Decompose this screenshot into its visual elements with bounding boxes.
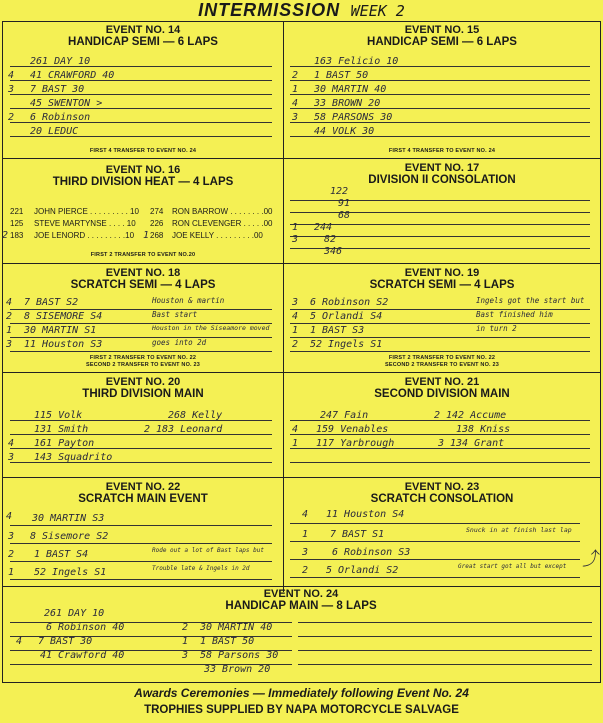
entry: 30 MARTIN 40 [200, 622, 273, 633]
page-title: INTERMISSION [198, 0, 341, 20]
race-remark: Bast start [152, 310, 198, 319]
event-23-panel [286, 479, 598, 586]
event-21-label: EVENT NO. 21 [404, 376, 480, 388]
entry-line [290, 462, 590, 463]
event-20-subtitle: THIRD DIVISION MAIN [82, 388, 204, 400]
finish-position: 3 [292, 297, 299, 308]
entry: 183 Leonard [156, 424, 223, 435]
entry: 159 Venables [316, 424, 389, 435]
entry-line [10, 309, 272, 310]
entry: 41 CRAWFORD 40 [30, 70, 115, 81]
race-remark: Great start got all but except [458, 563, 567, 570]
entry: 33 BROWN 20 [314, 98, 381, 109]
event-15-subtitle: HANDICAP SEMI — 6 LAPS [367, 36, 517, 48]
finish-position: 3 [6, 339, 13, 350]
entry-line [290, 541, 580, 542]
entry: 44 VOLK 30 [314, 126, 375, 137]
finish-position: 4 [6, 511, 13, 522]
entry: 1 BAST S4 [34, 549, 89, 560]
entry: 7 BAST 30 [30, 84, 85, 95]
entry-line [10, 561, 272, 562]
entry: 6 Robinson [30, 112, 91, 123]
event-24-subtitle: HANDICAP MAIN — 8 LAPS [225, 600, 377, 612]
race-remark: Houston & martin [152, 296, 225, 305]
event-19-panel [286, 265, 598, 372]
event-14-label: EVENT NO. 14 [105, 24, 181, 36]
entry: 33 Brown 20 [204, 664, 271, 675]
entry-line [290, 200, 590, 201]
transfer-note: FIRST 4 TRANSFER TO EVENT NO. 24 [388, 148, 496, 154]
entry-line [290, 224, 590, 225]
event-22-subtitle: SCRATCH MAIN EVENT [78, 493, 208, 505]
entry: 261 DAY 10 [44, 608, 105, 619]
finish-position: 3 [292, 112, 299, 123]
entry: 117 Yarbrough [316, 438, 395, 449]
finish-position: 4 [292, 424, 299, 435]
entry-line [290, 337, 590, 338]
entry: 138 Kniss [456, 424, 511, 435]
entry-line [290, 523, 580, 524]
entry: 244 [314, 222, 333, 233]
finish-position: 4 [292, 311, 299, 322]
race-remark: Snuck in at finish last lap [466, 526, 572, 534]
entry: RON CLEVENGER . . . . .00 [172, 219, 273, 228]
entry: 6 Robinson S2 [310, 297, 389, 308]
transfer-note: FIRST 2 TRANSFER TO EVENT NO.20 [90, 252, 196, 258]
entry: RON BARROW . . . . . . . .00 [172, 207, 273, 216]
event-15-panel [286, 22, 598, 158]
entry: 134 Grant [450, 438, 505, 449]
entry-line [290, 351, 590, 352]
finish-position: 2 [6, 311, 13, 322]
finish-position: 274 [150, 207, 164, 216]
finish-position: 1 [292, 84, 299, 95]
event-22-label: EVENT NO. 22 [105, 481, 181, 493]
event-14-panel [4, 22, 282, 158]
finish-position: 3 [182, 650, 189, 661]
entry-line [298, 622, 592, 623]
entry: 8 SISEMORE S4 [24, 311, 103, 322]
entry-line [290, 559, 580, 560]
center-divider [283, 21, 284, 592]
race-remark: Trouble late & Ingels in 2d [152, 565, 250, 572]
event-23-label: EVENT NO. 23 [404, 481, 480, 493]
event-16-panel [4, 160, 282, 263]
entry: 58 Parsons 30 [200, 650, 279, 661]
finish-position: 3 [438, 438, 445, 449]
finish-position: 4 [6, 297, 13, 308]
entry: 1 BAST 50 [200, 636, 255, 647]
entry-line [10, 351, 272, 352]
event-18-label: EVENT NO. 18 [105, 267, 181, 279]
entry-line [10, 579, 272, 580]
finish-position: 3 [8, 531, 15, 542]
event-19-subtitle: SCRATCH SEMI — 4 LAPS [369, 279, 515, 291]
row-divider [2, 263, 600, 264]
finish-position: 3 [302, 547, 309, 558]
finish-position: 183 [10, 231, 24, 240]
entry: 30 MARTIN S1 [24, 325, 97, 336]
finish-position: 2 [292, 70, 299, 81]
entry-line [290, 323, 590, 324]
entry: 122 [330, 186, 349, 197]
entry: 1 BAST 50 [314, 70, 369, 81]
finish-position: 2 [302, 565, 309, 576]
entry: 7 BAST S1 [330, 529, 385, 540]
entry: 91 [338, 198, 351, 209]
entry-line [290, 577, 580, 578]
event-17-subtitle: DIVISION II CONSOLATION [368, 174, 516, 186]
entry-line [298, 664, 592, 665]
finish-position: 268 [150, 231, 164, 240]
finish-position: 1 [6, 325, 13, 336]
race-remark: in turn 2 [476, 324, 517, 333]
row-divider [2, 372, 600, 373]
entry: 261 DAY 10 [30, 56, 91, 67]
event-19-label: EVENT NO. 19 [404, 267, 480, 279]
entry: 161 Payton [34, 438, 95, 449]
entry: 5 Orlandi S2 [326, 565, 399, 576]
finish-position: 1 [8, 567, 15, 578]
entry: 30 MARTIN S3 [32, 513, 105, 524]
finish-position: 221 [10, 207, 24, 216]
entry: 7 BAST S2 [24, 297, 79, 308]
row-divider [2, 158, 600, 159]
entry: 41 Crawford 40 [40, 650, 125, 661]
finish-position: 2 [144, 424, 151, 435]
event-15-label: EVENT NO. 15 [404, 24, 480, 36]
entry-line [298, 636, 592, 637]
entry: 131 Smith [34, 424, 89, 435]
entry: 115 Volk [34, 410, 83, 421]
finish-position: 3 [8, 84, 15, 95]
finish-position: 3 [8, 452, 15, 463]
entry: 268 Kelly [168, 410, 223, 421]
entry: JOHN PIERCE . . . . . . . . . 10 [34, 207, 139, 216]
transfer-note: FIRST 2 TRANSFER TO EVENT NO. 22 [89, 355, 197, 361]
entry: 7 BAST 30 [38, 636, 93, 647]
finish-position: 1 [182, 636, 189, 647]
event-20-panel [4, 374, 282, 477]
event-24-panel [4, 588, 598, 680]
entry: 346 [324, 246, 343, 257]
entry: 1 BAST S3 [310, 325, 365, 336]
entry: JOE LENORD . . . . . . . . .10 [34, 231, 135, 240]
finish-position: 1 [292, 438, 299, 449]
race-remark: Rode out a lot of Bast laps but [152, 547, 264, 554]
event-24-label: EVENT NO. 24 [263, 588, 339, 600]
row-divider [2, 586, 600, 587]
finish-position: 2 [8, 112, 15, 123]
entry-line [298, 650, 592, 651]
race-remark: Houston in the Siseamore moved [152, 324, 270, 332]
transfer-note: FIRST 4 TRANSFER TO EVENT NO. 24 [89, 148, 197, 154]
finish-position: 4 [8, 438, 15, 449]
event-21-subtitle: SECOND DIVISION MAIN [374, 388, 510, 400]
entry: 6 Robinson 40 [46, 622, 125, 633]
week-handwritten: WEEK 2 [350, 2, 405, 20]
entry: 68 [338, 210, 351, 221]
entry: 45 SWENTON > [30, 98, 103, 109]
entry-line [290, 212, 590, 213]
event-16-label: EVENT NO. 16 [105, 164, 181, 176]
entry: 82 [324, 234, 337, 245]
entry-line [10, 525, 272, 526]
entry-line [10, 543, 272, 544]
entry: 6 Robinson S3 [332, 547, 411, 558]
finish-position: 2 [8, 549, 15, 560]
entry: 247 Fain [320, 410, 369, 421]
finish-position: 1 [143, 230, 150, 241]
event-18-panel [4, 265, 282, 372]
transfer-note: SECOND 2 TRANSFER TO EVENT NO. 23 [384, 362, 500, 368]
race-remark: goes into 2d [152, 338, 207, 347]
event-20-label: EVENT NO. 20 [105, 376, 181, 388]
entry: 30 MARTIN 40 [314, 84, 387, 95]
entry: 58 PARSONS 30 [314, 112, 393, 123]
entry: 142 Accume [446, 410, 507, 421]
finish-position: 4 [8, 70, 15, 81]
sheet-title [0, 0, 603, 20]
event-22-panel [4, 479, 282, 586]
finish-position: 3 [292, 234, 299, 245]
finish-position: 1 [292, 325, 299, 336]
arrow-icon: ⤴ [582, 549, 600, 570]
event-23-subtitle: SCRATCH CONSOLATION [370, 493, 514, 505]
sponsor-note: TROPHIES SUPPLIED BY NAPA MOTORCYCLE SALVAGE [144, 704, 459, 716]
event-17-panel [286, 160, 598, 263]
entry: 20 LEDUC [30, 126, 79, 137]
entry: 11 Houston S4 [326, 509, 405, 520]
finish-position: 2 [182, 622, 189, 633]
entry: 8 Sisemore S2 [30, 531, 109, 542]
finish-position: 4 [292, 98, 299, 109]
entry: STEVE MARTYNSE . . . . 10 [34, 219, 136, 228]
transfer-note: SECOND 2 TRANSFER TO EVENT NO. 23 [85, 362, 201, 368]
entry: 163 Felicio 10 [314, 56, 399, 67]
finish-position: 226 [150, 219, 164, 228]
awards-note: Awards Ceremonies — Immediately following Event No. 24 [134, 686, 469, 700]
race-remark: Ingels got the start but [476, 296, 585, 305]
entry: 143 Squadrito [34, 452, 113, 463]
transfer-note: FIRST 2 TRANSFER TO EVENT NO. 22 [388, 355, 496, 361]
entry-line [10, 337, 272, 338]
finish-position: 2 [2, 230, 9, 241]
row-divider [2, 477, 600, 478]
finish-position: 2 [292, 339, 299, 350]
finish-position: 4 [16, 636, 23, 647]
event-18-subtitle: SCRATCH SEMI — 4 LAPS [70, 279, 216, 291]
entry: 52 Ingels S1 [34, 567, 107, 578]
finish-position: 4 [302, 509, 309, 520]
race-remark: Bast finished him [476, 310, 553, 319]
entry: 52 Ingels S1 [310, 339, 383, 350]
finish-position: 2 [434, 410, 441, 421]
event-21-panel [286, 374, 598, 477]
event-14-subtitle: HANDICAP SEMI — 6 LAPS [68, 36, 218, 48]
finish-position: 1 [292, 222, 299, 233]
entry: 5 Orlandi S4 [310, 311, 383, 322]
event-17-label: EVENT NO. 17 [404, 162, 480, 174]
finish-position: 1 [302, 529, 309, 540]
event-16-subtitle: THIRD DIVISION HEAT — 4 LAPS [52, 176, 234, 188]
entry: JOE KELLY . . . . . . . . .00 [172, 231, 263, 240]
entry: 11 Houston S3 [24, 339, 103, 350]
finish-position: 125 [10, 219, 24, 228]
